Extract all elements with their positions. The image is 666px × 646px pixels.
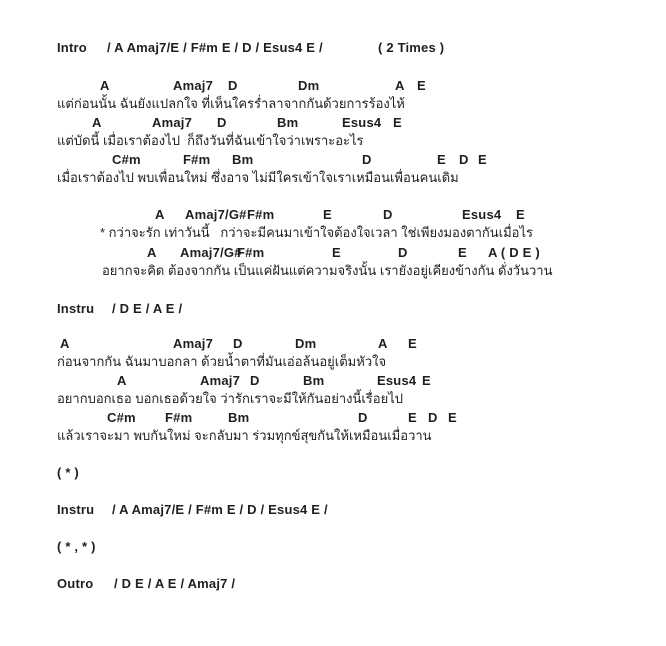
chord: Esus4	[462, 207, 502, 222]
chord: E	[448, 410, 457, 425]
chord-row	[0, 115, 666, 133]
chord: D	[228, 78, 238, 93]
chord: Esus4	[377, 373, 417, 388]
chord: A	[60, 336, 70, 351]
chord-row	[0, 410, 666, 428]
chord: D	[362, 152, 372, 167]
section-progression: / D E / A E /	[112, 301, 183, 316]
chord: E	[417, 78, 426, 93]
lyric-row	[0, 225, 666, 243]
chord-row	[0, 245, 666, 263]
section-progression: / A Amaj7/E / F#m E / D / Esus4 E /	[107, 40, 323, 55]
chord: Bm	[232, 152, 254, 167]
chord: Dm	[298, 78, 320, 93]
chord-row	[0, 152, 666, 170]
section-instru	[0, 301, 666, 319]
chord: D	[358, 410, 368, 425]
lyric-row	[0, 263, 666, 281]
chord: Dm	[295, 336, 317, 351]
chord: C#m	[112, 152, 141, 167]
chord: A ( D E )	[488, 245, 540, 260]
chord: A	[92, 115, 102, 130]
chord-row	[0, 78, 666, 96]
chord: Bm	[303, 373, 325, 388]
section-label: Intro	[57, 40, 87, 55]
chord: Bm	[228, 410, 250, 425]
lyric-row	[0, 96, 666, 114]
repeat-note: ( 2 Times )	[378, 40, 445, 55]
chord-row	[0, 207, 666, 225]
lyric-line: * กว่าจะรัก เท่าวันนี้ กว่าจะมีคนมาเข้าใจต้องใจเวลา ใช่เพียงมองตากันเมื่อไร	[100, 225, 534, 240]
chord: Amaj7/G#	[180, 245, 242, 260]
lyric-line: แล้วเราจะมา พบกันใหม่ จะกลับมา ร่วมทุกข์สุขกันให้เหมือนเมื่อวาน	[57, 428, 432, 443]
repeat-label: ( * , * )	[57, 539, 96, 554]
lyric-row	[0, 428, 666, 446]
chord: Esus4	[342, 115, 382, 130]
lyric-row	[0, 133, 666, 151]
section-label: Instru	[57, 502, 95, 517]
chord: E	[323, 207, 332, 222]
chord: A	[100, 78, 110, 93]
chord: E	[437, 152, 446, 167]
lyric-line: เมื่อเราต้องไป พบเพื่อนใหม่ ซึ่งอาจ ไม่มีใครเข้าใจเราเหมือนเพื่อนคนเดิม	[57, 170, 459, 185]
lyric-line: ก่อนจากกัน ฉันมาบอกลา ด้วยน้ำตาที่มันเอ่อล้นอยู่เต็มหัวใจ	[57, 354, 387, 369]
chord: D	[233, 336, 243, 351]
repeat-marker	[0, 465, 666, 483]
chord: Amaj7	[152, 115, 193, 130]
lyric-row	[0, 391, 666, 409]
chord: E	[332, 245, 341, 260]
chord: D	[398, 245, 408, 260]
chord: E	[458, 245, 467, 260]
lyric-line: แต่ก่อนนั้น ฉันยังแปลกใจ ที่เห็นใครร่ำลาจากกันด้วยการร้องไห้	[57, 96, 405, 111]
section-label: Outro	[57, 576, 94, 591]
chord: Amaj7	[200, 373, 241, 388]
section-intro	[0, 40, 666, 58]
chord: D	[217, 115, 227, 130]
chord: Amaj7/G#	[185, 207, 247, 222]
chord: D	[383, 207, 393, 222]
chord: F#m	[247, 207, 275, 222]
chord-row	[0, 373, 666, 391]
chord: E	[393, 115, 402, 130]
chord-row	[0, 336, 666, 354]
lyric-row	[0, 170, 666, 188]
section-instru	[0, 502, 666, 520]
section-progression: / D E / A E / Amaj7 /	[114, 576, 236, 591]
lyric-line: อยากจะคิด ต้องจากกัน เป็นแค่ฝันแต่ความจริงนั้น เรายังอยู่เคียงข้างกัน ดั่งวันวาน	[102, 263, 553, 278]
chord: E	[408, 410, 417, 425]
chord: F#m	[183, 152, 211, 167]
chord: E	[478, 152, 487, 167]
repeat-label: ( * )	[57, 465, 79, 480]
lyric-line: อยากบอกเธอ บอกเธอด้วยใจ ว่ารักเราจะมีให้กันอย่างนี้เรื่อยไป	[57, 391, 403, 406]
section-progression: / A Amaj7/E / F#m E / D / Esus4 E /	[112, 502, 328, 517]
chord: Amaj7	[173, 336, 214, 351]
chord: F#m	[165, 410, 193, 425]
chord: A	[395, 78, 405, 93]
chord: D	[250, 373, 260, 388]
chord: E	[422, 373, 431, 388]
chord: A	[147, 245, 157, 260]
section-outro	[0, 576, 666, 594]
section-label: Instru	[57, 301, 95, 316]
lyric-line: แต่บัดนี้ เมื่อเราต้องไป ก็ถึงวันที่ฉันเข้าใจว่าเพราะอะไร	[57, 133, 364, 148]
lyric-row	[0, 354, 666, 372]
chord: C#m	[107, 410, 136, 425]
chord: A	[155, 207, 165, 222]
chord: E	[408, 336, 417, 351]
chord: D	[459, 152, 469, 167]
chord: A	[378, 336, 388, 351]
repeat-marker	[0, 539, 666, 557]
chord: A	[117, 373, 127, 388]
chord: Bm	[277, 115, 299, 130]
chord: D	[428, 410, 438, 425]
chord: E	[516, 207, 525, 222]
chord: Amaj7	[173, 78, 214, 93]
chord: F#m	[237, 245, 265, 260]
